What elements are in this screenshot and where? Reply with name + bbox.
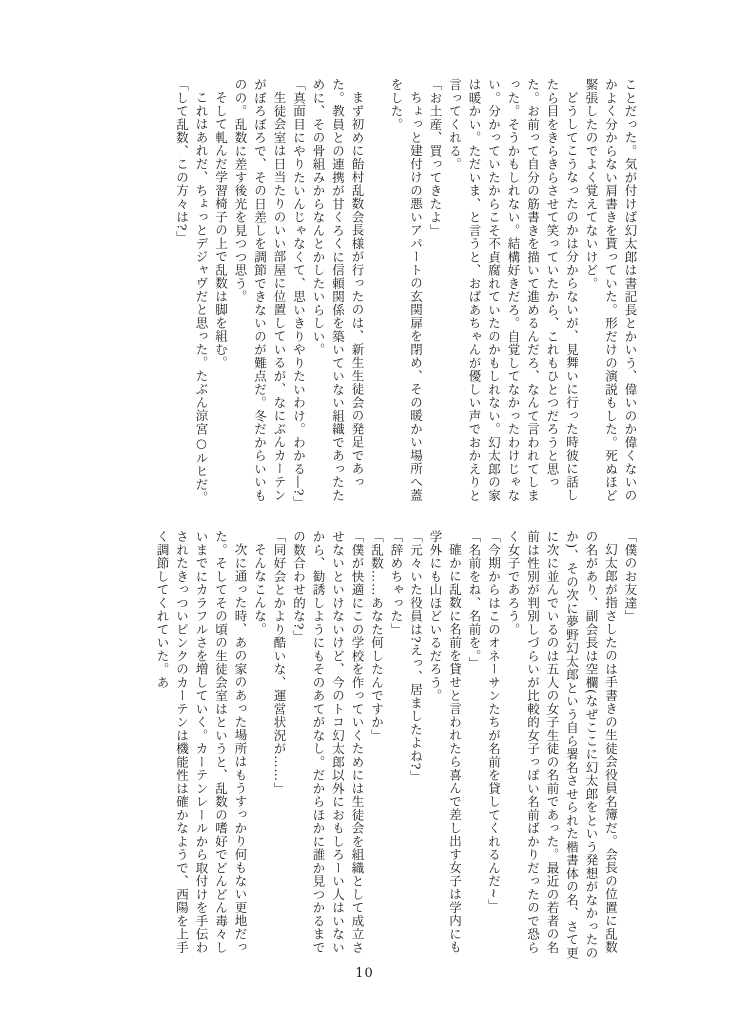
paragraph: 幻太郎が指さしたのは手書きの生徒会役員名簿だ。会長の位置に乱数の名があり、副会長は空欄(なぜここに幻太郎をという発想がなかったのか)、その次に夢野幻太郎という自ら署名させられた楷書体の名、さて更に次に並んでいるのは五人の女子生徒の名前であった。最近の若者の名前は性別が判別しづらいが比較的女子っぽい名前ばかりだったので恐らく女子であろう。	[506, 530, 619, 960]
paragraph-dialogue: 「同好会とかより酷いな、運営状況が……」	[272, 530, 287, 795]
paragraph: まず初めに飴村乱数会長様が行ったのは、新生生徒会の発足であった。教員との連携が甘くろくに信頼関係を築いていない組織であったために、その骨組みからなんとかしたいらしい。	[311, 78, 365, 502]
paragraph-dialogue: 「乱数……あなた何したんですか」	[369, 530, 385, 742]
paragraph: そして軋んだ学習椅子の上で乱数は脚を組む。	[213, 90, 229, 369]
text-block-top	[90, 78, 640, 514]
paragraph: 生徒会室は日当たりのいい部屋に位置しているが、なにぶんカーテンがぼろぼろで、その日差しを調節できないのが難点だ。冬だからいいものの。乱数に差す後光を見つつ思う。	[233, 78, 287, 502]
paragraph: どうしてこうなったのかは分からないが、見舞いに行った時彼に話したら目をきらきらさせて笑っていたから、これもひとつだろうと思った。お前って自分の筋書きを描いて進めるんだろ、なんて言われてしまった。そうかもしれない。結構好きだろ。自覚してなかったわけじゃない。分かっていたからこそ不貞腐れていたのかもしれない。幻太郎の家は暖かい。ただいま、と言うと、おばあちゃんが優しい声でおかえりと言ってくれる。	[447, 78, 580, 502]
paragraph-dialogue: 「して乱数、この方々は?」	[174, 78, 190, 245]
paragraph-dialogue: 「辞めちゃった」	[389, 530, 404, 636]
paragraph-dialogue: 「名前をね、名前を。」	[467, 530, 482, 670]
text-block-bottom	[90, 530, 640, 966]
paragraph: 次に通った時、あの家のあった場所はもうすっかり何もない更地だった。そしてその頃の生徒会室はというと、乱数の嗜好でどんどん毒々しいまでにカラフルさを増していく。カーテンレールから取付けを手伝わされたきっついピンクのカーテンは機能性は確かなようで、西陽を上手く調節してくれていた。あ	[155, 530, 248, 954]
paragraph: ちょっと建付けの悪いアパートの玄関扉を閉め、その暖かい場所へ蓋をした。	[389, 78, 424, 502]
paragraph: これはあれだ、ちょっとデジャヴだと思った。たぶん涼宮○ルヒだ。	[194, 90, 209, 504]
paragraph-dialogue: 「僕が快適にこの学校を作っていくためには生徒会を組織として成立させないといけないけど、今のトコ幻太郎以外におもしろーい人はいないから、勧誘しようにもそのあてがなし。だからほかに誰か見つかるまでの数合わせ的な?」	[291, 530, 365, 954]
paragraph-dialogue: 「僕のお友達」	[623, 530, 638, 623]
paragraph-dialogue: 「真面目にやりたいんじゃなくて、思いきりやりたいわけ。わかる―?」	[291, 78, 307, 510]
page-number: 10	[355, 966, 374, 981]
paragraph-dialogue: 「今期からはこのオネーサンたちが名前を貸してくれるんだ~」	[486, 530, 502, 913]
paragraph-dialogue: 「お土産、買ってきたよ」	[428, 78, 443, 237]
paragraph: そんなこんな。	[252, 542, 268, 636]
paragraph-dialogue: 「元々いた役員は?えっ、居ましたよね?」	[408, 530, 424, 784]
paragraph: 確かに乱数に名前を貸せと言われたら喜んで差し出す女子は学内にも学外にも山ほどいるだろう。	[428, 530, 463, 954]
paragraph: ことだった。気が付けば幻太郎は書記長とかいう、偉いのか偉くないのかよく分からない肩書きを貰っていた。形だけの演説もした。死ぬほど緊張したのでよく覚えてないけど。	[584, 78, 638, 502]
